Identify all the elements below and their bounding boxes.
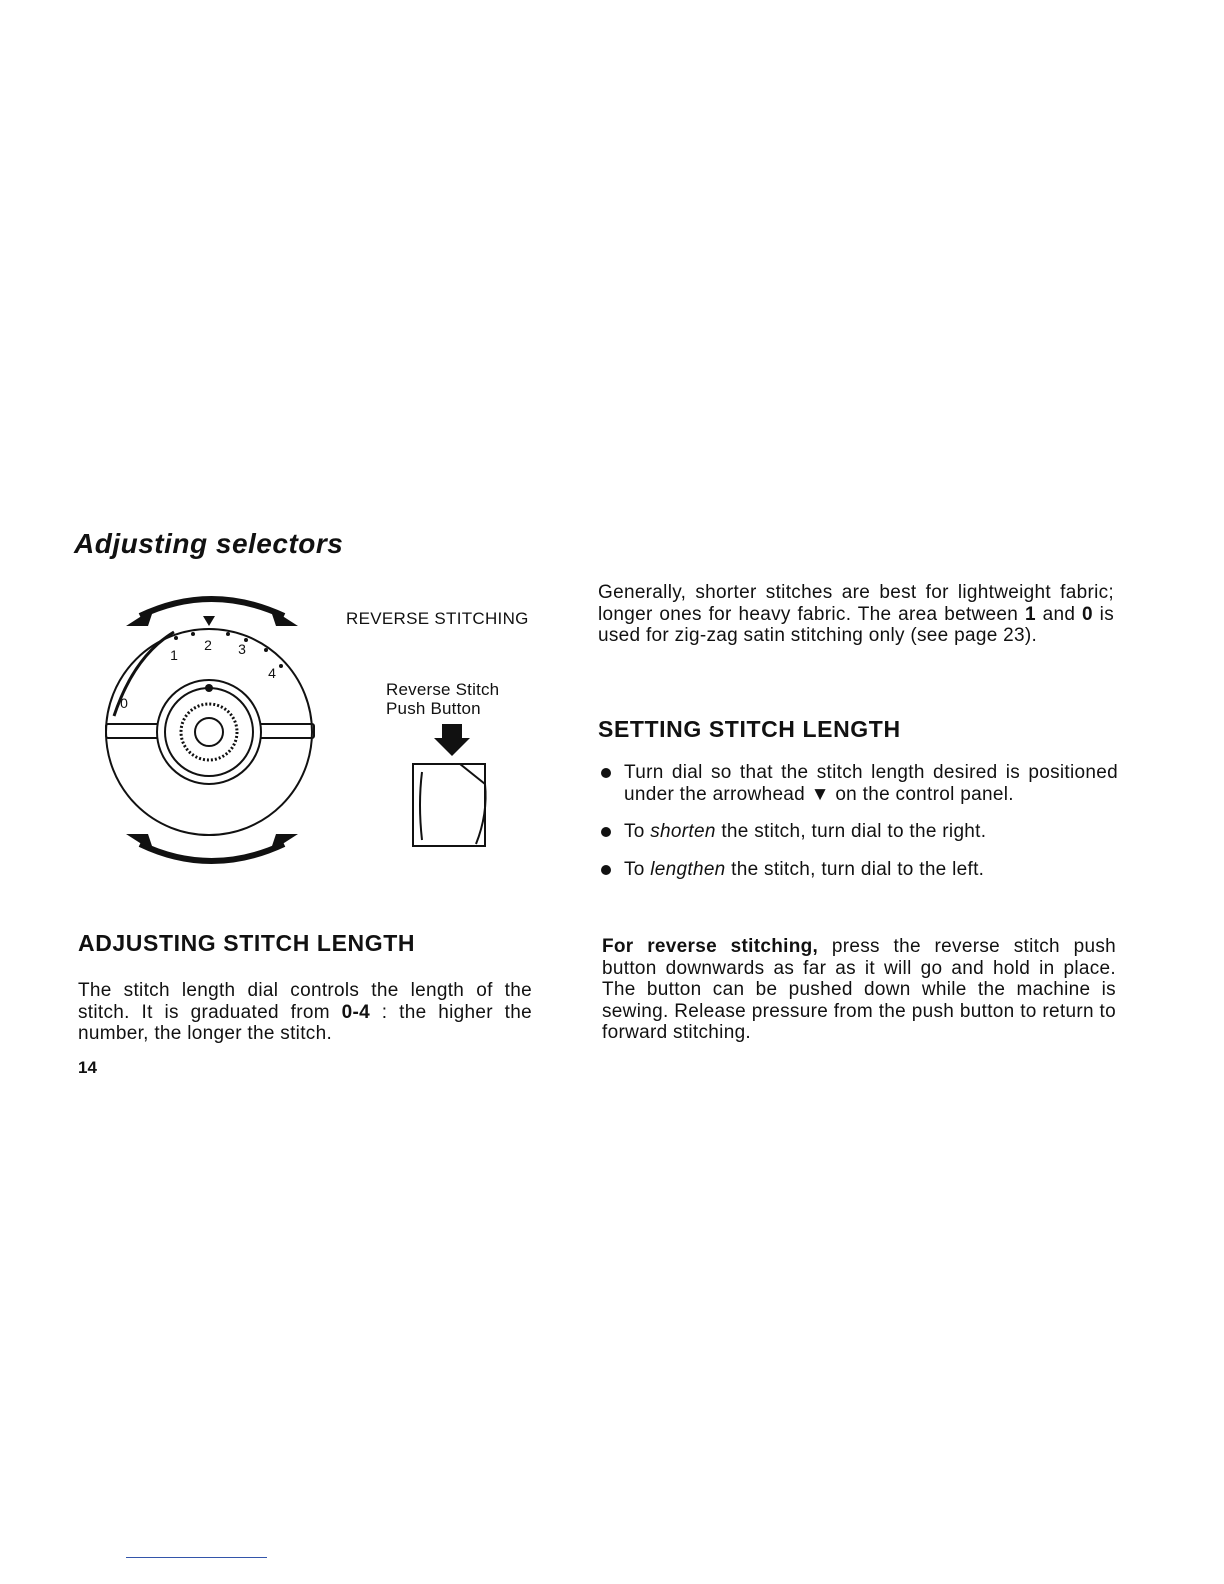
reverse-stitch-button-caption (386, 680, 499, 718)
page-number: 14 (78, 1058, 97, 1077)
bullet-icon (601, 865, 611, 875)
dial-number-4: 4 (268, 665, 276, 681)
adjusting-stitch-length-text: The stitch length dial controls the length of the stitch. It is graduated from 0-4 : the higher the number, the longer the stitch. (78, 980, 532, 1044)
adjusting-stitch-length-heading: ADJUSTING STITCH LENGTH (78, 930, 416, 956)
dial-number-3: 3 (238, 641, 246, 657)
arrowhead-marker (203, 616, 215, 626)
stitch-intro-text: Generally, shorter stitches are best for lightweight fabric; longer ones for heavy fabric. The area between 1 and 0 is used for zig-zag satin stitching only (see page 23). (598, 582, 1114, 646)
setting-stitch-length-heading: SETTING STITCH LENGTH (598, 716, 901, 742)
dial-number-1: 1 (170, 647, 178, 663)
reverse-stitching-caption: REVERSE STITCHING (346, 609, 529, 628)
caption-line: Push Button (386, 699, 481, 718)
list-item: To lengthen the stitch, turn dial to the left. (598, 859, 1118, 881)
reverse-stitching-text: For reverse stitching, press the reverse stitch push button downwards as far as it will go and hold in place. The button can be pushed down while the machine is sewing. Release pressure from the push button to return to forward stitching. (602, 936, 1116, 1043)
footer-rule (126, 1557, 267, 1558)
down-arrow-icon (434, 724, 470, 756)
page-title: Adjusting selectors (74, 528, 344, 559)
dial-number-2: 2 (204, 637, 212, 653)
setting-instructions-list (598, 762, 1118, 896)
dial-number-0: 0 (120, 695, 128, 711)
stitch-length-dial-illustration (96, 586, 326, 876)
reverse-push-button-illustration (404, 724, 500, 852)
bullet-icon (601, 768, 611, 778)
list-item: Turn dial so that the stitch length desired is positioned under the arrowhead ▼ on the control panel. (598, 762, 1118, 805)
caption-line: Reverse Stitch (386, 680, 500, 699)
list-item: To shorten the stitch, turn dial to the right. (598, 821, 1118, 843)
arrowhead-symbol: ▼ (810, 783, 830, 805)
bullet-icon (601, 827, 611, 837)
